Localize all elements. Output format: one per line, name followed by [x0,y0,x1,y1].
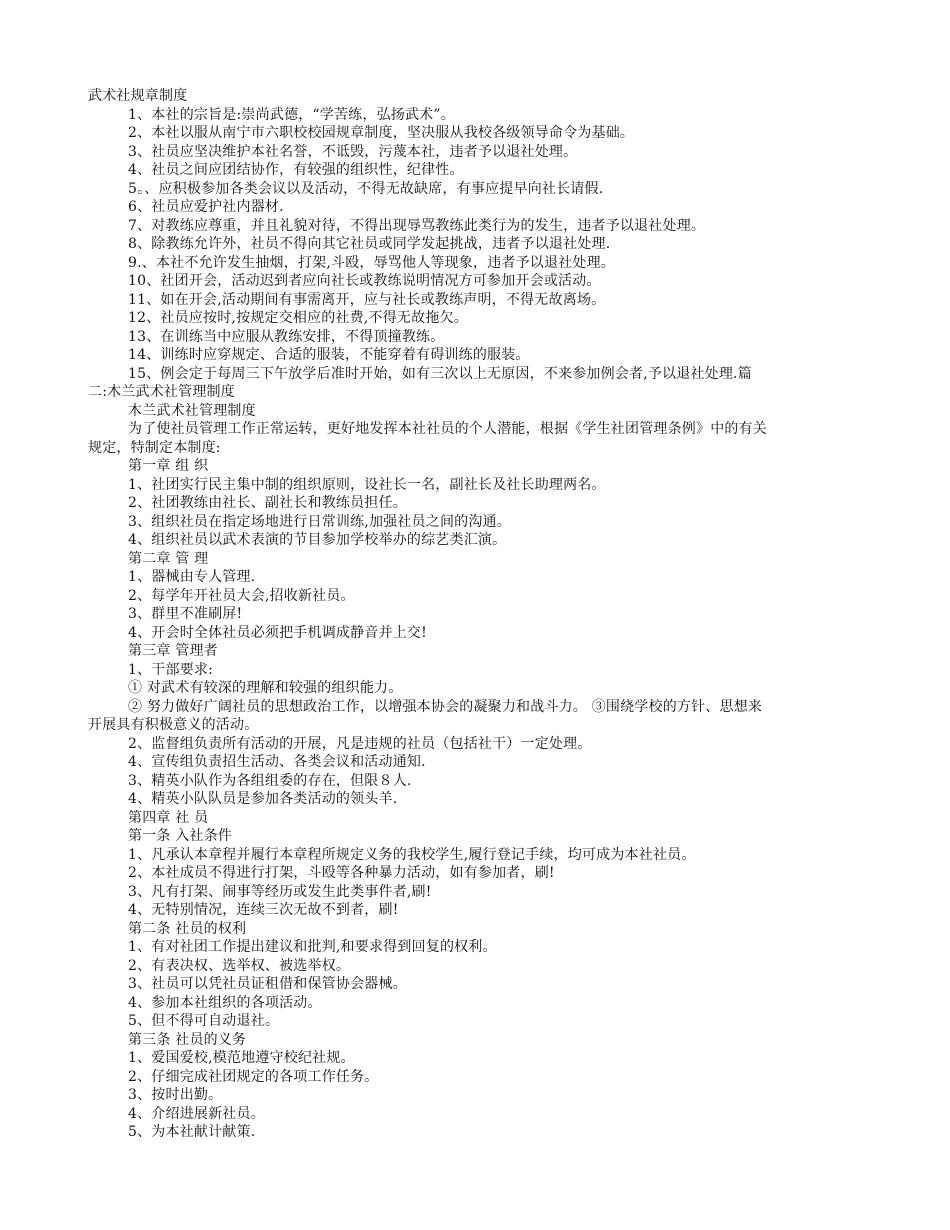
list-item: 3、社员可以凭社员证租借和保管协会器械。 [128,976,407,992]
article-title: 第二条 社员的权利 [128,920,247,937]
intro-paragraph-cont: 规定，特制定本制度: [88,439,221,456]
part2-title: 木兰武术社管理制度 [128,402,256,419]
rule-item: 15、例会定于每周三下午放学后准时开始，如有三次以上无原因，不来参加例会者,予以退社处理.篇 [128,365,752,382]
rule-item: 13、在训练当中应服从教练安排，不得顶撞教练。 [128,328,445,345]
list-item: 1、凡承认本章程并履行本章程所规定义务的我校学生,履行登记手续，均可成为本社社员。 [128,846,696,863]
article-title: 第一条 入社条件 [128,828,233,844]
list-item: 5、但不得可自动退社。 [128,1013,280,1029]
list-item: 1、社团实行民主集中制的组织原则，设社长一名，副社长及社长助理两名。 [128,476,606,493]
rule-item: 4、社员之间应团结协作，有较强的组织性，纪律性。 [128,162,464,178]
rule-item: 10、社团开会，活动迟到者应向社长或教练说明情况方可参加开会或活动。 [128,273,601,289]
list-item: 1、有对社团工作提出建议和批判,和要求得到回复的权利。 [128,939,497,955]
list-item: 5、为本社献计献策. [128,1124,256,1140]
list-item: ② 努力做好广阔社员的思想政治工作，以增强本协会的凝聚力和战斗力。 ③围绕学校的方针、思想来 [128,698,763,715]
rule-item: 7、对教练应尊重，并且礼貌对待，不得出现辱骂教练此类行为的发生，违者予以退社处理。 [128,217,706,234]
rule-item: 2、本社以服从南宁市六职校校园规章制度，坚决服从我校各级领导命令为基础。 [128,125,635,141]
rule-item: 5。、应积极参加各类会议以及活动，不得无故缺席，有事应提早向社长请假. [128,180,604,197]
list-item: 3、凡有打架、闹事等经历或发生此类事件者,刷! [128,883,432,900]
document-title: 武术社规章制度 [88,88,188,104]
list-item: 4、开会时全体社员必须把手机调成静音并上交! [128,624,427,641]
chapter-title: 第四章 社 员 [128,809,209,826]
list-item: 1、爱国爱校,模范地遵守校纪社规。 [128,1050,355,1066]
list-item: 1、器械由专人管理. [128,569,256,585]
rule-item: 3、社员应坚决维护本社名誉，不诋毁，污蔑本社，违者予以退社处理。 [128,143,578,160]
list-item: 3、群里不准刷屏! [128,606,243,622]
rule-item: 9.、本社不允许发生抽烟，打架,斗殴，辱骂他人等现象，违者予以退社处理。 [128,254,616,271]
list-item: 3、精英小队作为各组组委的存在，但限８人. [128,772,412,789]
list-item: 4、宣传组负责招生活动、各类会议和活动通知. [128,754,426,770]
list-item: 4、无特别情况，连续三次无故不到者，刷! [128,902,399,918]
list-item: 2、每学年开社员大会,招收新社员。 [128,587,355,604]
rule-item: 6、社员应爱护社内器材. [128,199,284,215]
list-item: 4、精英小队队员是参加各类活动的领头羊. [128,791,398,807]
list-item: 2、监督组负责所有活动的开展，凡是违规的社员（包括社干）一定处理。 [128,735,592,752]
list-item: 1、干部要求: [128,661,214,678]
part2-heading: 二:木兰武术社管理制度 [88,384,235,400]
list-item: 2、仔细完成社团规定的各项工作任务。 [128,1068,379,1085]
intro-paragraph: 为了使社员管理工作正常运转，更好地发挥本社社员的个人潜能，根据《学生社团管理条例》中的有关 [128,421,767,437]
rule-item: 11、如在开会,活动期间有事需离开，应与社长或教练声明，不得无故离场。 [128,291,606,308]
list-item: ① 对武术有较深的理解和较强的组织能力。 [128,680,403,696]
rule-item: 1、本社的宗旨是:崇尚武德，“学苦练，弘扬武术”。 [128,106,455,123]
rule-item: 14、训练时应穿规定、合适的服装，不能穿着有碍训练的服装。 [128,347,530,363]
chapter-title: 第一章 组 织 [128,458,209,474]
list-item: 4、参加本社组织的各项活动。 [128,994,322,1011]
list-item: 2、本社成员不得进行打架，斗殴等各种暴力活动，如有参加者，刷! [128,865,555,881]
list-item: 3、组织社员在指定场地进行日常训练,加强社员之间的沟通。 [128,513,511,530]
list-item: 4、介绍进展新社员。 [128,1105,265,1122]
chapter-title: 第三章 管理者 [128,643,218,659]
rule-item: 12、社员应按时,按规定交相应的社费,不得无故拖欠。 [128,310,468,326]
document-body [88,87,860,1142]
list-item: 4、组织社员以武术表演的节目参加学校举办的综艺类汇演。 [128,532,507,548]
list-item: 2、有表决权、选举权、被选举权。 [128,957,351,974]
rule-item: 8、除教练允许外，社员不得向其它社员或同学发起挑战，违者予以退社处理. [128,236,611,252]
list-item: 3、按时出勤。 [128,1087,223,1103]
list-item: 2、社团教练由社长、副社长和教练员担任。 [128,495,407,511]
rules-list [88,106,860,384]
article-title: 第三条 社员的义务 [128,1031,247,1048]
list-item-cont: 开展具有积极意义的活动。 [88,717,259,733]
chapter-title: 第二章 管 理 [128,550,209,567]
